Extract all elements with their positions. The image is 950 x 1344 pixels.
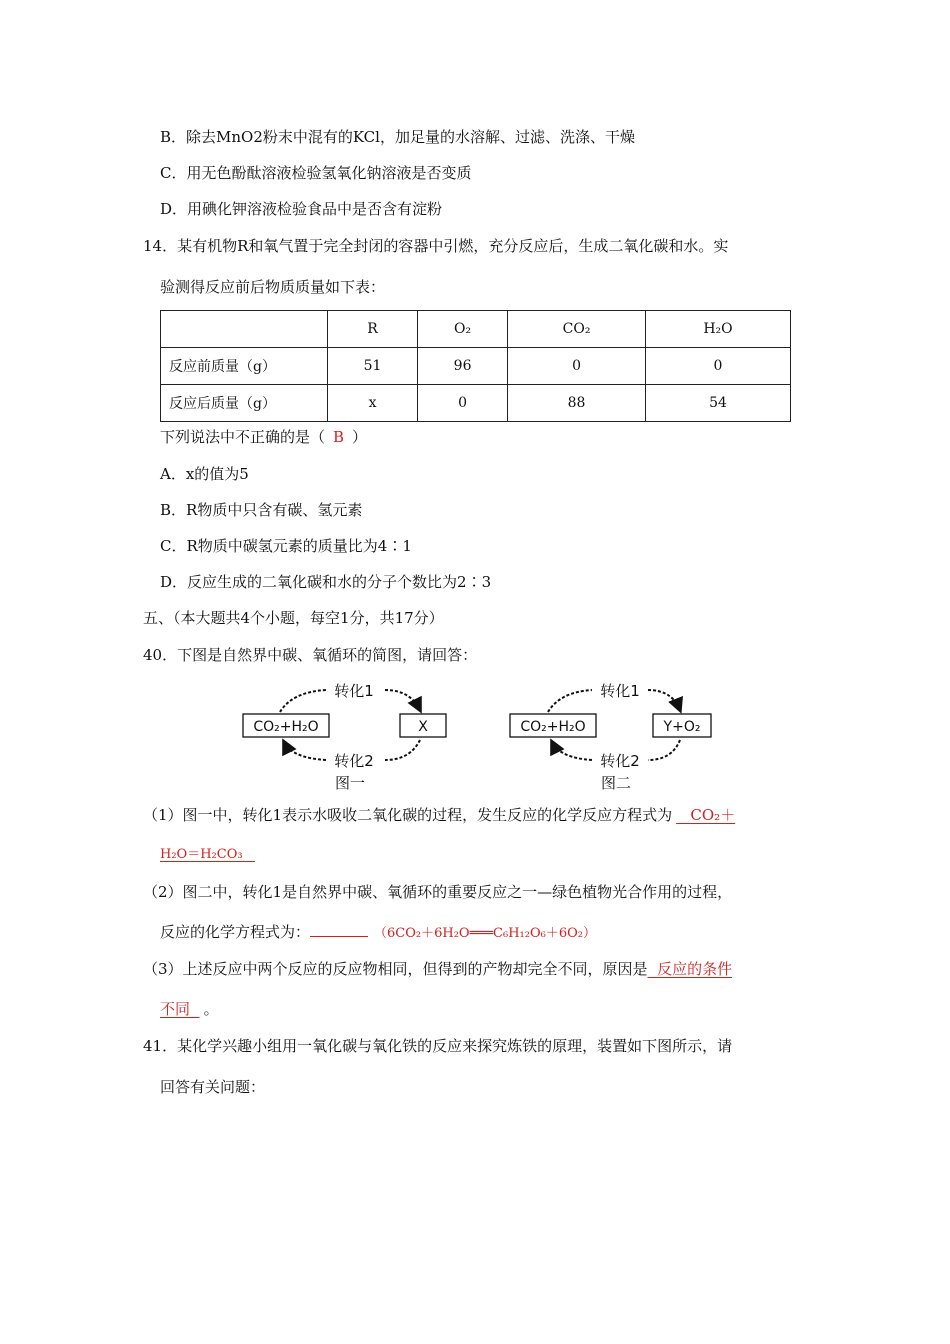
diagram1-caption: 图一	[334, 774, 366, 792]
table-cell: 0	[418, 385, 508, 422]
q40-part1-text: （1）图一中，转化1表示水吸收二氧化碳的过程，发生反应的化学反应方程式为	[143, 806, 673, 824]
q41-line2: 回答有关问题：	[160, 1078, 266, 1096]
diagram2-bottom-arc-right	[648, 740, 680, 760]
mass-table	[160, 310, 791, 422]
table-cell: 0	[645, 348, 790, 385]
q40-part1-answer-b-text: H₂O＝H₂CO₃	[160, 847, 243, 862]
q14-option-a: A．x的值为5	[160, 465, 249, 483]
q40-part3-answer-b	[160, 1000, 200, 1018]
diagram2-top-arc-left	[548, 690, 592, 712]
table-header-cell: H₂O	[645, 311, 790, 348]
q14-option-b: B．R物质中只含有碳、氢元素	[160, 501, 363, 519]
table-header-cell: CO₂	[508, 311, 646, 348]
q40-part3	[143, 959, 732, 979]
carbon-oxygen-cycle-diagram	[230, 676, 730, 794]
q14-stem-line2: 验测得反应前后物质质量如下表：	[160, 278, 386, 296]
table-header-cell: R	[328, 311, 418, 348]
diagram1-top-label: 转化1	[334, 682, 374, 700]
q14-answer: B	[333, 428, 345, 446]
diagram2-caption: 图二	[600, 774, 632, 792]
diagram1-right-box-label: X	[418, 719, 428, 735]
table-cell: x	[328, 385, 418, 422]
q14-question-prefix: 下列说法中不正确的是（	[160, 428, 326, 446]
table-row	[161, 348, 791, 385]
option-b-q13: B．除去MnO2粉末中混有的KCl，加足量的水溶解、过滤、洗涤、干燥	[160, 128, 635, 146]
diagram-2	[510, 682, 711, 792]
diagram2-right-box-label: Y+O₂	[663, 719, 701, 735]
q14-question	[160, 427, 367, 447]
q40-part1-answer-a-text: CO₂＋	[690, 806, 736, 824]
section-header: 五、（本大题共4个小题，每空1分，共17分）	[143, 609, 444, 627]
q40-part1-answer-a	[676, 806, 735, 824]
table-header-row	[161, 311, 791, 348]
q14-stem-line1: 14．某有机物R和氧气置于完全封闭的容器中引燃，充分反应后，生成二氧化碳和水。实	[143, 237, 729, 255]
diagram1-top-arrow-icon	[385, 690, 420, 710]
q40-stem: 40．下图是自然界中碳、氧循环的简图，请回答：	[143, 646, 478, 664]
table-header-cell: O₂	[418, 311, 508, 348]
q14-option-d: D．反应生成的二氧化碳和水的分子个数比为2∶3	[160, 573, 492, 591]
q40-part2-label: 反应的化学方程式为：	[160, 923, 311, 941]
table-cell: 反应前质量（g）	[161, 348, 328, 385]
diagram-1	[243, 682, 446, 792]
diagram2-left-box-label: CO₂+H₂O	[520, 719, 586, 735]
q40-part3-end: 。	[203, 1000, 219, 1018]
diagram2-top-arrow-icon	[648, 690, 680, 710]
diagram2-bottom-label: 转化2	[600, 752, 640, 770]
q14-question-suffix: ）	[352, 428, 368, 446]
q40-part3-answer-b-text: 不同	[160, 1000, 191, 1018]
option-d-q13: D．用碘化钾溶液检验食品中是否含有淀粉	[160, 200, 443, 218]
table-header-cell	[161, 311, 328, 348]
q40-part2-line1: （2）图二中，转化1是自然界中碳、氧循环的重要反应之一—绿色植物光合作用的过程，	[143, 883, 733, 901]
q14-option-c: C．R物质中碳氢元素的质量比为4∶1	[160, 537, 412, 555]
q40-part2-blank	[310, 922, 368, 937]
table-cell: 反应后质量（g）	[161, 385, 328, 422]
option-c-q13: C．用无色酚酞溶液检验氢氧化钠溶液是否变质	[160, 164, 472, 182]
table-cell: 88	[508, 385, 646, 422]
table-cell: 51	[328, 348, 418, 385]
q40-part3-answer-a	[648, 960, 733, 978]
q40-part2-line2	[160, 922, 596, 944]
table-row	[161, 385, 791, 422]
diagram2-top-label: 转化1	[600, 682, 640, 700]
diagram2-bottom-arrow-icon	[552, 742, 592, 760]
q40-part3-answer-a-text: 反应的条件	[657, 960, 733, 978]
diagram1-bottom-arc-right	[385, 740, 420, 760]
q40-part1-cont	[160, 845, 255, 865]
q40-part3-text: （3）上述反应中两个反应的反应物相同，但得到的产物却完全不同，原因是	[143, 960, 648, 978]
diagram1-top-arc-left	[280, 690, 326, 712]
diagram1-bottom-arrow-icon	[284, 742, 326, 760]
q40-part1-answer-b	[160, 847, 255, 862]
q41-line1: 41．某化学兴趣小组用一氧化碳与氧化铁的反应来探究炼铁的原理，装置如下图所示，请	[143, 1037, 733, 1055]
diagram1-left-box-label: CO₂+H₂O	[253, 719, 319, 735]
q40-part3-cont	[160, 999, 219, 1019]
table-cell: 54	[645, 385, 790, 422]
q40-part2-answer: （6CO₂＋6H₂O═══C₆H₁₂O₆＋6O₂）	[374, 926, 596, 941]
table-cell: 96	[418, 348, 508, 385]
q40-part1	[143, 805, 735, 825]
diagram1-bottom-label: 转化2	[334, 752, 374, 770]
table-cell: 0	[508, 348, 646, 385]
